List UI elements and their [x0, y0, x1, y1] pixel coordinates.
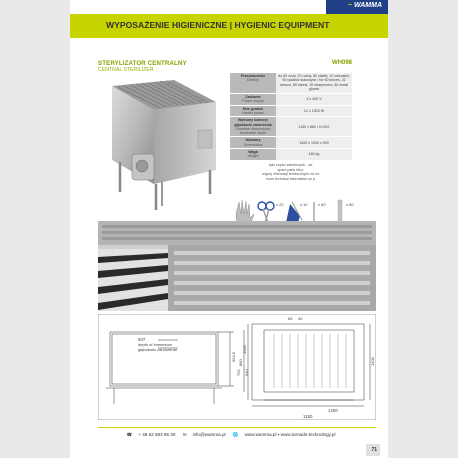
- dim-label: 65: [288, 316, 293, 321]
- spec-label: Zasilanie Power supply: [230, 94, 276, 105]
- more-info-note[interactable]: więcej informacji technicznych na str.: [262, 172, 320, 177]
- spec-label: Wymiary Dimensions: [230, 137, 276, 148]
- spec-label: Przeznaczenie Destiny: [230, 73, 276, 93]
- spec-value: do 60 noży, 22 rożny, 80 stalek, 10 ostrzałek, 50 rękawic stalowych / for 60 knives, 22 scissor, 80 steels, 10 sharpeners, 50 metal gloves: [276, 73, 352, 93]
- dim-label: 880: [238, 359, 243, 366]
- technical-drawing: [98, 314, 376, 420]
- page-title: WYPOSAŻENIE HIGIENICZNE | HYGIENIC EQUIPMENT: [106, 20, 330, 30]
- spec-value: 1150 x 880 / H=507: [276, 117, 352, 136]
- spec-label: Waga Weight: [230, 149, 276, 160]
- tool-count-label: x 10: [300, 202, 308, 207]
- web-icon: 🌐: [232, 432, 239, 437]
- spec-value: 1400 x 1000 x 900: [276, 137, 352, 148]
- product-title-en: CENTRAL STERILIZER: [98, 67, 154, 73]
- footer-web[interactable]: www.wamma.pl • www.tornado-technology.pl: [244, 432, 336, 437]
- spare-parts-note[interactable]: spis części zamiennych - str.: [268, 163, 314, 167]
- logo-box: [326, 0, 388, 14]
- spec-row: [230, 73, 352, 94]
- spec-row: [230, 106, 352, 118]
- tool-count-label: x 60: [346, 202, 354, 207]
- dim-label: depth of immersion: [138, 342, 173, 347]
- footer-divider: [98, 427, 376, 428]
- interior-photo: [98, 221, 376, 311]
- more-info-note-en: more technical information on p.: [266, 176, 316, 181]
- spec-value: 12 x 1500 W: [276, 106, 352, 117]
- header-bar: [70, 14, 388, 38]
- email-icon: ✉: [182, 432, 187, 437]
- dim-label: 40: [298, 316, 303, 321]
- brand-logo[interactable]: [348, 2, 382, 9]
- spec-table: [230, 73, 352, 161]
- tool-count-label: x 60: [318, 202, 326, 207]
- dim-label: 1200: [328, 408, 338, 413]
- spec-value: 3 x 400 V: [276, 94, 352, 105]
- dim-label: głębokość zanurzenia: [138, 347, 177, 352]
- footer-phone[interactable]: + 48 52 583 95 30: [138, 432, 176, 437]
- page-number: 71: [371, 447, 377, 453]
- notes: [230, 163, 352, 181]
- tool-count-label: x 22: [276, 202, 284, 207]
- spec-row: [230, 137, 352, 149]
- catalog-page: [70, 0, 388, 458]
- spare-parts-note-en: spare parts list p.: [277, 167, 305, 172]
- spec-row: [230, 94, 352, 106]
- dim-label: 1000: [242, 345, 247, 354]
- spec-row: [230, 117, 352, 137]
- dim-label: 1150: [303, 414, 313, 419]
- spec-label: Wymiary komory/ głębokość zanurzenia Chamber dimensions/ immersion depth: [230, 117, 276, 136]
- spec-value: 160 kg: [276, 149, 352, 160]
- spec-label: Moc grzałek Heater power: [230, 106, 276, 117]
- footer-email[interactable]: info@wamma.pl: [192, 432, 226, 437]
- footer: [100, 432, 362, 438]
- phone-icon: ☎: [126, 432, 133, 437]
- product-title: STERYLIZATOR CENTRALNY: [98, 60, 187, 67]
- spec-row: [230, 149, 352, 161]
- sterilizer-photo: [98, 74, 226, 214]
- dim-label: 1400: [370, 357, 375, 366]
- dim-label: 910: [244, 369, 249, 376]
- product-model: WH098: [331, 60, 352, 66]
- logo-text: WAMMA: [354, 2, 382, 9]
- dim-label: 904.5: [231, 351, 236, 362]
- dim-label: 507: [138, 337, 146, 342]
- dim-label: 792: [236, 369, 241, 376]
- wamma-logo-icon: ~: [347, 2, 352, 9]
